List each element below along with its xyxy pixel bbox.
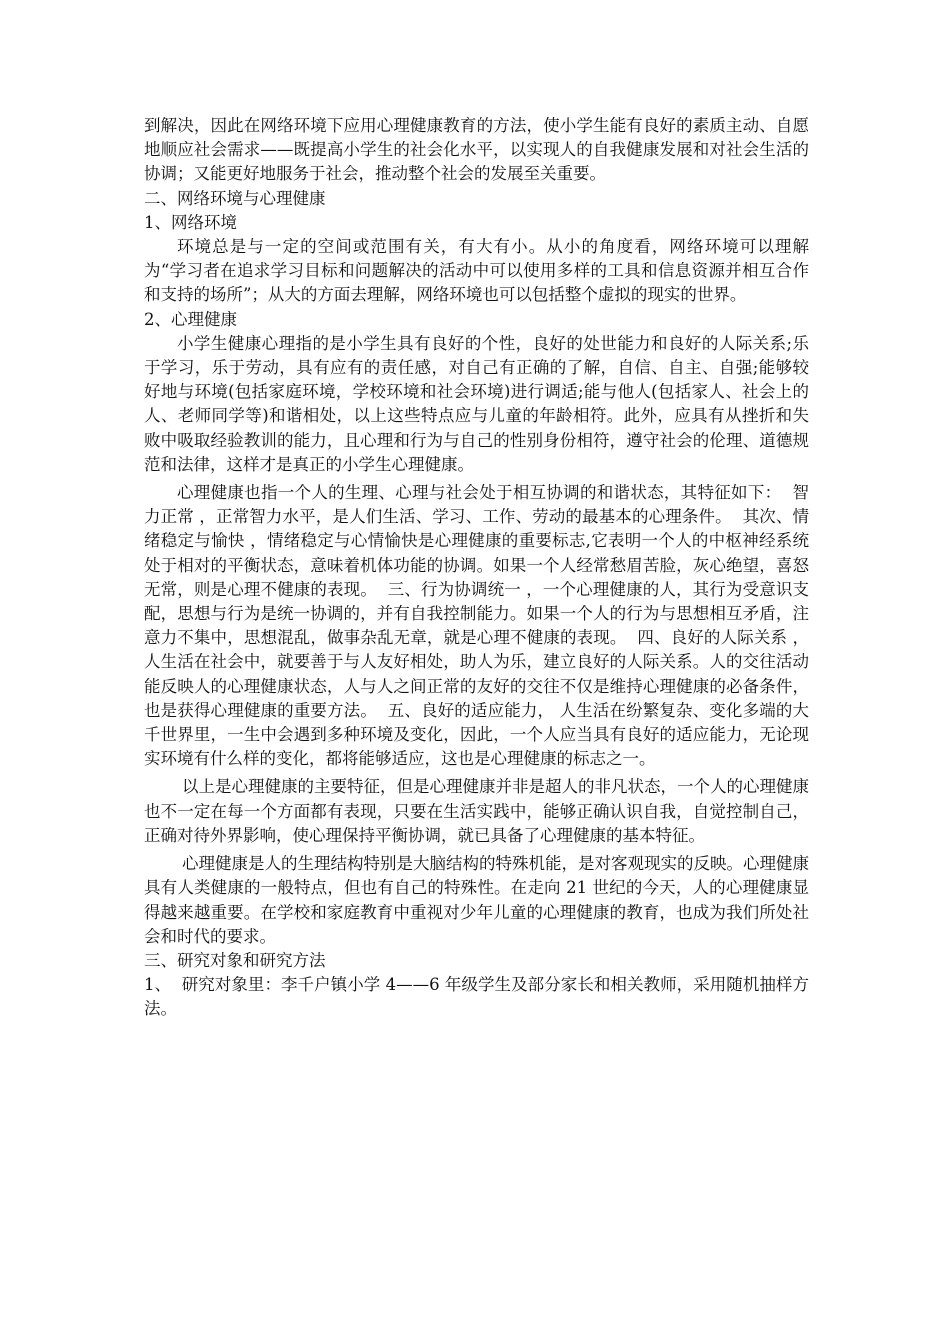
subsection-heading-network-environment: 1、网络环境: [144, 212, 237, 232]
document-body: [144, 114, 809, 1022]
section-heading-network-and-mental-health: 二、网络环境与心理健康: [144, 188, 326, 208]
paragraph-student-mental-health: 小学生健康心理指的是小学生具有良好的个性，良好的处世能力和良好的人际关系;乐于学习，乐于劳动，具有应有的责任感，对自己有正确的了解，自信、自主、自强;能够较好地与环境(包括家庭环境，学校环境和社会环境)进行调适;能与他人(包括家人、社会上的人、老师同学等)和谐相处，以上这些特点应与儿童的年龄相符。此外，应具有从挫折和失败中吸取经验教训的能力，且心理和行为与自己的性别身份相符，遵守社会的伦理、道德规范和法律，这样才是真正的小学生心理健康。: [144, 333, 809, 474]
paragraph-mental-health-definition: 心理健康是人的生理结构特别是大脑结构的特殊机能，是对客观现实的反映。心理健康具有人类健康的一般特点，但也有自己的特殊性。在走向 21 世纪的今天，人的心理健康显得越来越重要。在学校和家庭教育中重视对少年儿童的心理健康的教育，也成为我们所处社会和时代的要求。: [144, 854, 809, 946]
paragraph-intro-continuation: 到解决，因此在网络环境下应用心理健康教育的方法，使小学生能有良好的素质主动、自愿地顺应社会需求——既提高小学生的社会化水平，以实现人的自我健康发展和对社会生活的协调；又能更好地服务于社会，推动整个社会的发展至关重要。: [144, 116, 809, 184]
section-heading-research-objects-methods: 三、研究对象和研究方法: [144, 950, 326, 970]
subsection-heading-mental-health: 2、心理健康: [144, 309, 237, 329]
paragraph-mental-health-features: 心理健康也指一个人的生理、心理与社会处于相互协调的和谐状态，其特征如下： 智力正常 ，正常智力水平，是人们生活、学习、工作、劳动的最基本的心理条件。 其次、情绪稳定与愉快 ，情绪稳定与心情愉快是心理健康的重要标志,它表明一个人的中枢神经系统处于相对的平衡状态，意味着机体功能的协调。如果一个人经常愁眉苦脸，灰心绝望，喜怒无常，则是心理不健康的表现。 三、行为协调统一 ，一个心理健康的人，其行为受意识支配，思想与行为是统一协调的，并有自我控制能力。如果一个人的行为与思想相互矛盾，注意力不集中，思想混乱，做事杂乱无章，就是心理不健康的表现。 四、良好的人际关系 ，人生活在社会中，就要善于与人友好相处，助人为乐，建立良好的人际关系。人的交往活动能反映人的心理健康状态，人与人之间正常的友好的交往不仅是维持心理健康的必备条件，也是获得心理健康的重要方法。 五、良好的适应能力， 人生活在纷繁复杂、变化多端的大千世界里，一生中会遇到多种环境及变化，因此，一个人应当具有良好的适应能力，无论现实环境有什么样的变化，都将能够适应，这也是心理健康的标志之一。: [144, 483, 809, 769]
paragraph-research-objects: 1、 研究对象里：李千户镇小学 4——6 年级学生及部分家长和相关教师，采用随机抽样方法。: [144, 975, 809, 1019]
paragraph-network-environment: 环境总是与一定的空间或范围有关，有大有小。从小的角度看，网络环境可以理解为“学习者在追求学习目标和问题解决的活动中可以使用多样的工具和信息资源并相互合作和支持的场所”；从大的方面去理解，网络环境也可以包括整个虚拟的现实的世界。: [144, 237, 809, 305]
paragraph-features-summary: 以上是心理健康的主要特征，但是心理健康并非是超人的非凡状态，一个人的心理健康也不一定在每一个方面都有表现，只要在生活实践中，能够正确认识自我，自觉控制自己，正确对待外界影响，使心理保持平衡协调，就已具备了心理健康的基本特征。: [144, 777, 809, 845]
